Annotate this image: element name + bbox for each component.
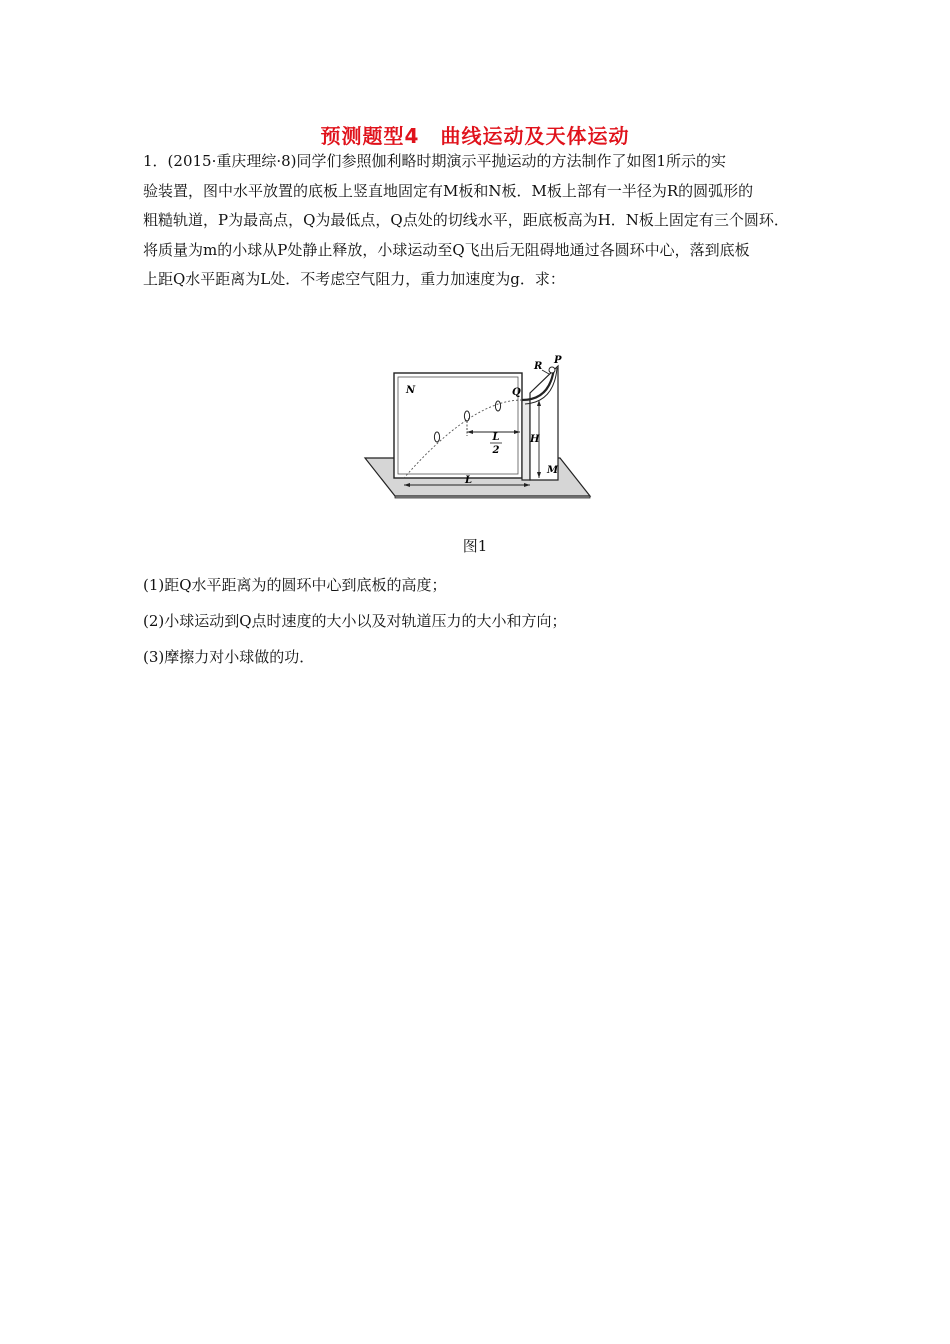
question-item: (1)距Q水平距离为的圆环中心到底板的高度； [143,576,447,594]
section-title: 预测题型4 曲线运动及天体运动 [320,124,630,148]
base-plate-edge [395,496,590,498]
apparatus-figure [362,348,594,500]
apparatus-diagram [362,348,594,500]
radius-line [542,370,549,374]
problem-line: 将质量为m的小球从P处静止释放，小球运动至Q飞出后无阻碍地通过各圆环中心，落到底板 [143,240,750,259]
problem-statement [143,147,815,295]
label-q: Q [512,387,521,398]
label-p: P [554,355,562,366]
problem-line: 上距Q水平距离为L处．不考虑空气阻力，重力加速度为g．求： [143,270,565,288]
half-l-numerator: L [492,432,500,443]
problem-line: 粗糙轨道，P为最高点，Q为最低点，Q点处的切线水平，距底板高为H．N板上固定有三个圆环． [143,211,789,229]
label-l: L [465,475,473,486]
label-r: R [534,361,543,372]
problem-line: 验装置，图中水平放置的底板上竖直地固定有M板和N板．M板上部有一半径为R的圆弧形的 [143,181,754,200]
label-m: M [547,465,559,476]
label-n: N [406,385,416,396]
question-list [143,567,567,675]
m-board-side [522,400,530,480]
question-item: (2)小球运动到Q点时速度的大小以及对轨道压力的大小和方向； [143,612,567,630]
label-h: H [530,434,540,445]
ball [549,367,555,373]
half-l-denominator: 2 [492,445,500,456]
question-item: (3)摩擦力对小球做的功． [143,648,315,666]
problem-line: 1．(2015·重庆理综·8)同学们参照伽利略时期演示平抛运动的方法制作了如图1所示的实 [143,152,727,170]
figure-caption: 图1 [462,537,488,555]
